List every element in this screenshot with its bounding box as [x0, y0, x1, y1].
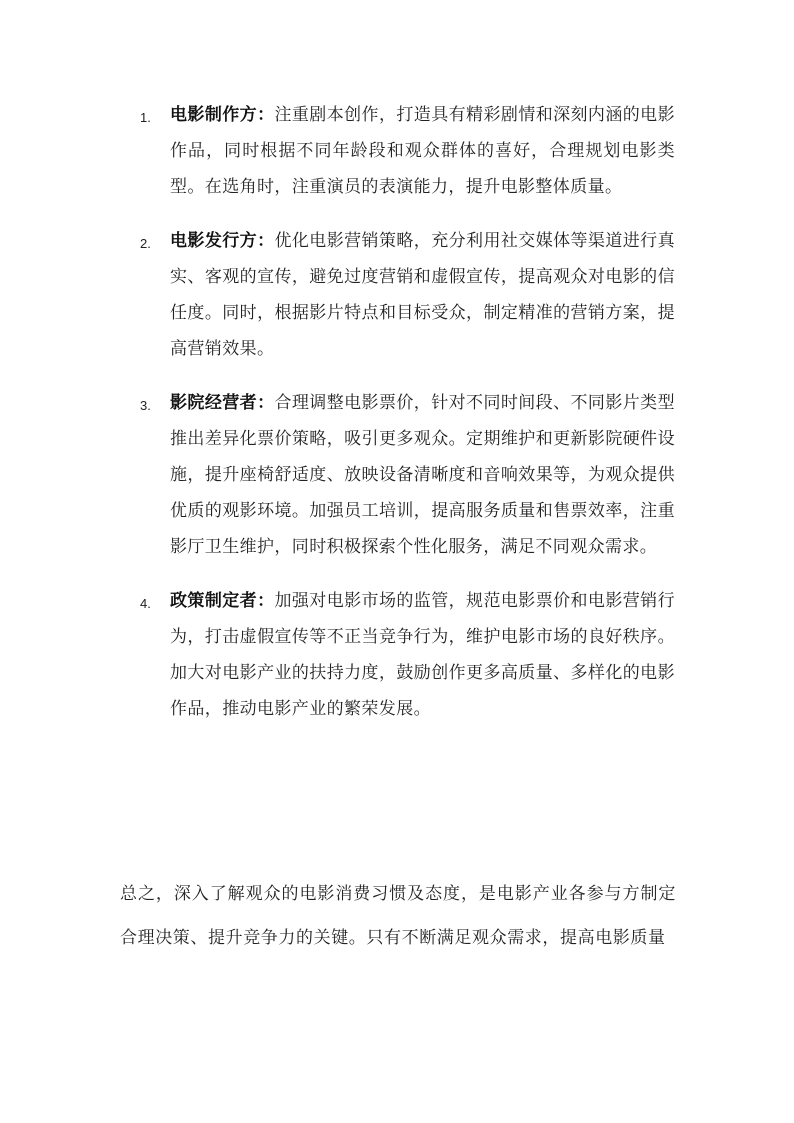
recommendation-list: [140, 97, 700, 745]
list-item-body: 优化电影营销策略，充分利用社交媒体等渠道进行真实、客观的宣传，避免过度营销和虚假宣传，提高观众对电影的信任度。同时，根据影片特点和目标受众，制定精准的营销方案，提高营销效果。: [170, 231, 675, 359]
list-item-body: 加强对电影市场的监管，规范电影票价和电影营销行为，打击虚假宣传等不正当竞争行为，维护电影市场的良好秩序。加大对电影产业的扶持力度，鼓励创作更多高质量、多样化的电影作品，推动电影产业的繁荣发展。: [170, 591, 675, 719]
list-item-title: 电影制作方：: [170, 105, 275, 125]
list-item-text: [170, 223, 675, 367]
list-number: 2.: [140, 236, 151, 251]
list-item: [140, 223, 700, 367]
list-item-body: 合理调整电影票价，针对不同时间段、不同影片类型推出差异化票价策略，吸引更多观众。定期维护和更新影院硬件设施，提升座椅舒适度、放映设备清晰度和音响效果等，为观众提供优质的观影环境。加强员工培训，提高服务质量和售票效率，注重影厅卫生维护，同时积极探索个性化服务，满足不同观众需求。: [170, 393, 675, 557]
list-number: 1.: [140, 110, 151, 125]
list-item-title: 电影发行方：: [170, 231, 275, 251]
list-item: [140, 97, 700, 205]
list-item-title: 影院经营者：: [170, 393, 275, 413]
list-item-text: [170, 97, 675, 205]
list-item-body: 注重剧本创作，打造具有精彩剧情和深刻内涵的电影作品，同时根据不同年龄段和观众群体的喜好，合理规划电影类型。在选角时，注重演员的表演能力，提升电影整体质量。: [170, 105, 675, 197]
list-item-title: 政策制定者：: [170, 591, 275, 611]
list-number: 3.: [140, 398, 151, 413]
list-item: [140, 583, 700, 727]
list-item: [140, 385, 700, 565]
list-item-text: [170, 385, 675, 565]
summary-paragraph: 总之，深入了解观众的电影消费习惯及态度，是电影产业各参与方制定合理决策、提升竞争力的关键。只有不断满足观众需求，提高电影质量: [120, 884, 676, 948]
list-item-text: [170, 583, 675, 727]
list-number: 4.: [140, 596, 151, 611]
